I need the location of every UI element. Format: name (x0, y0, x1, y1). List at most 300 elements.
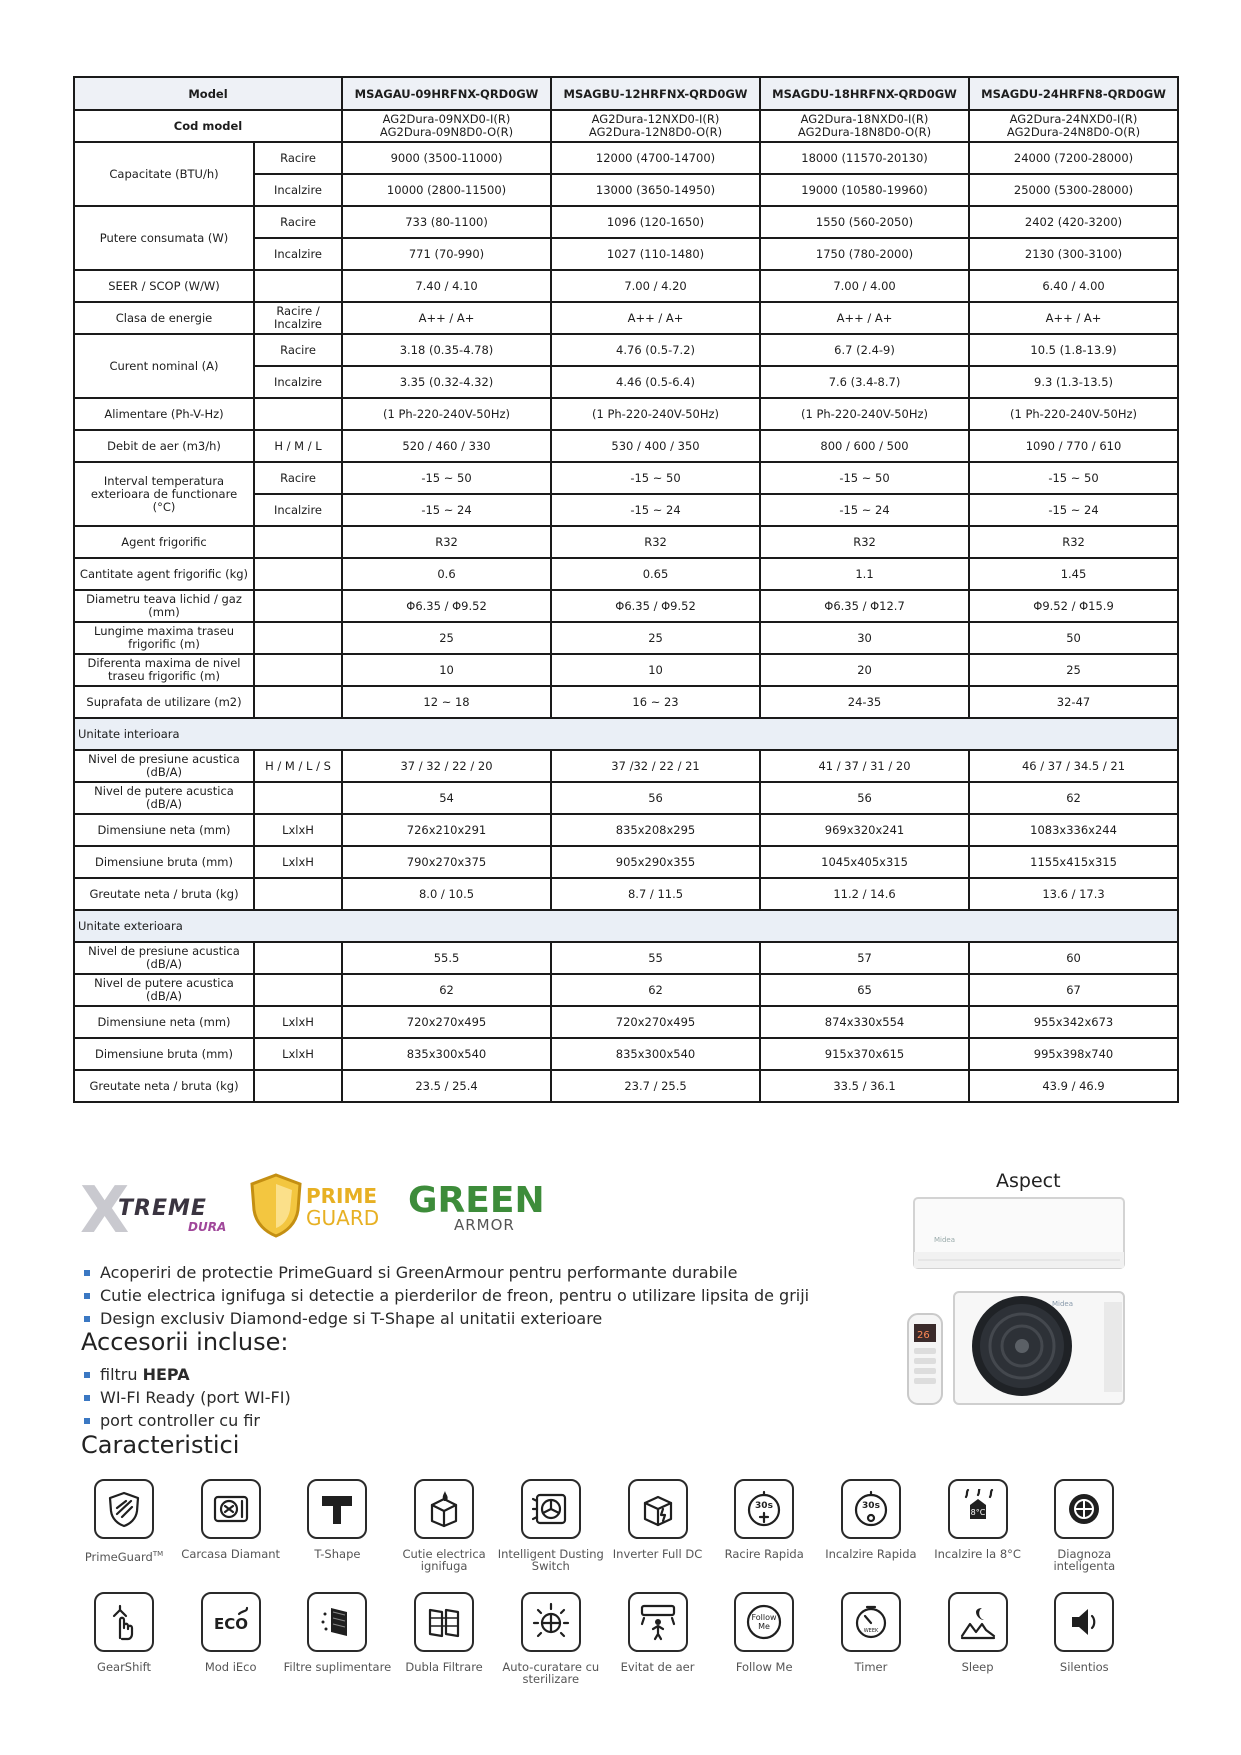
fast-cool-icon (734, 1479, 794, 1539)
value-cell: Φ6.35 / Φ9.52 (551, 590, 760, 622)
value-cell: 720x270x495 (342, 1006, 551, 1038)
accessory-text: port controller cu fir (100, 1411, 260, 1430)
value-cell: 33.5 / 36.1 (760, 1070, 969, 1102)
spec-row (74, 334, 1178, 366)
value-cell: 1090 / 770 / 610 (969, 430, 1178, 462)
value-cell: R32 (342, 526, 551, 558)
accessory-text: WI-FI Ready (port WI-FI) (100, 1388, 291, 1407)
feature-item (497, 1479, 605, 1572)
value-cell: R32 (760, 526, 969, 558)
feature-label-sup: TM (152, 1550, 164, 1558)
spec-row (74, 942, 1178, 974)
condition-label (254, 974, 342, 1006)
value-cell: R32 (969, 526, 1178, 558)
feature-label (177, 1661, 285, 1673)
parameter-label: Suprafata de utilizare (m2) (74, 686, 254, 718)
feature-label (817, 1548, 925, 1560)
feature-item (283, 1592, 391, 1673)
feature-label (924, 1661, 1032, 1673)
benefit-item: Design exclusiv Diamond-edge si T-Shape al unitatii exterioare (84, 1307, 809, 1330)
condition-label (254, 590, 342, 622)
value-cell: 18000 (11570-20130) (760, 142, 969, 174)
feature-item (1030, 1479, 1138, 1572)
eco-icon (201, 1592, 261, 1652)
self-clean-icon (521, 1592, 581, 1652)
parameter-label: Nivel de putere acustica (dB/A) (74, 974, 254, 1006)
header-row (74, 77, 1178, 110)
spec-row (74, 590, 1178, 622)
condition-label: Incalzire (254, 238, 342, 270)
value-cell: 43.9 / 46.9 (969, 1070, 1178, 1102)
feature-label (710, 1661, 818, 1673)
value-cell: (1 Ph-220-240V-50Hz) (969, 398, 1178, 430)
value-cell: 790x270x375 (342, 846, 551, 878)
condition-label: Racire (254, 334, 342, 366)
value-cell: 24000 (7200-28000) (969, 142, 1178, 174)
feature-label (283, 1548, 391, 1560)
spec-row (74, 782, 1178, 814)
parameter-label: Nivel de presiune acustica (dB/A) (74, 942, 254, 974)
value-cell: 4.76 (0.5-7.2) (551, 334, 760, 366)
spec-row (74, 686, 1178, 718)
feature-label-text: Filtre suplimentare (283, 1660, 392, 1674)
value-cell: -15 ~ 50 (551, 462, 760, 494)
feature-label (70, 1548, 178, 1563)
feature-label (390, 1661, 498, 1673)
spec-row (74, 558, 1178, 590)
value-cell: 1.45 (969, 558, 1178, 590)
feature-item (390, 1479, 498, 1572)
product-image (904, 1196, 1130, 1410)
double-filter-icon (414, 1592, 474, 1652)
value-cell: 55 (551, 942, 760, 974)
value-cell: A++ / A+ (760, 302, 969, 334)
value-cell: 32-47 (969, 686, 1178, 718)
feature-item (1030, 1592, 1138, 1673)
feature-label-text: Mod iEco (204, 1660, 257, 1674)
model-code-line: AG2Dura-12N8D0-O(R) (588, 125, 723, 139)
condition-label: Incalzire (254, 174, 342, 206)
condition-label: Racire / Incalzire (254, 302, 342, 334)
value-cell: 7.00 / 4.00 (760, 270, 969, 302)
feature-label-text: Intelligent Dusting Switch (497, 1547, 604, 1573)
spec-row (74, 206, 1178, 238)
value-cell: 25 (342, 622, 551, 654)
parameter-label: Dimensiune bruta (mm) (74, 1038, 254, 1070)
header-model-label: Model (74, 77, 342, 110)
parameter-label: Agent frigorific (74, 526, 254, 558)
feature-label (497, 1661, 605, 1685)
value-cell: -15 ~ 24 (760, 494, 969, 526)
value-cell: 10000 (2800-11500) (342, 174, 551, 206)
feature-label (1030, 1661, 1138, 1673)
feature-label-text: Incalzire la 8°C (934, 1547, 1021, 1561)
condition-label: LxlxH (254, 846, 342, 878)
value-cell: 955x342x673 (969, 1006, 1178, 1038)
feature-label-text: PrimeGuard (84, 1549, 153, 1564)
feature-label-text: Evitat de aer (620, 1660, 695, 1674)
model-code-line: AG2Dura-24N8D0-O(R) (1006, 125, 1141, 139)
extra-filter-icon (307, 1592, 367, 1652)
condition-label: Racire (254, 462, 342, 494)
feature-item (283, 1479, 391, 1560)
value-cell: 915x370x615 (760, 1038, 969, 1070)
accessory-item (84, 1363, 291, 1386)
feature-label (817, 1661, 925, 1673)
accessory-item (84, 1386, 291, 1409)
spec-row (74, 654, 1178, 686)
accessories-list (84, 1363, 291, 1432)
condition-label (254, 942, 342, 974)
value-cell: 0.65 (551, 558, 760, 590)
condition-label (254, 398, 342, 430)
parameter-label: Nivel de presiune acustica (dB/A) (74, 750, 254, 782)
value-cell: 16 ~ 23 (551, 686, 760, 718)
model-name-cell: MSAGDU-24HRFN8-QRD0GW (969, 77, 1178, 110)
feature-item (817, 1592, 925, 1673)
features-title: Caracteristici (81, 1431, 240, 1459)
feature-label-text: Silentios (1059, 1660, 1109, 1674)
value-cell: 7.40 / 4.10 (342, 270, 551, 302)
gearshift-icon (94, 1592, 154, 1652)
accessory-item (84, 1409, 291, 1432)
heat-8c-icon (948, 1479, 1008, 1539)
parameter-label: Capacitate (BTU/h) (74, 142, 254, 206)
value-cell: -15 ~ 50 (969, 462, 1178, 494)
value-cell: 0.6 (342, 558, 551, 590)
parameter-label: Putere consumata (W) (74, 206, 254, 270)
feature-label (924, 1548, 1032, 1560)
value-cell: 1096 (120-1650) (551, 206, 760, 238)
fire-box-icon (414, 1479, 474, 1539)
parameter-label: Diferenta maxima de nivel traseu frigorific (m) (74, 654, 254, 686)
value-cell: 19000 (10580-19960) (760, 174, 969, 206)
gold-shield-icon (248, 1172, 304, 1238)
feature-item (710, 1592, 818, 1673)
svg-text:8°C: 8°C (970, 1508, 985, 1517)
value-cell: 7.00 / 4.20 (551, 270, 760, 302)
value-cell: 8.7 / 11.5 (551, 878, 760, 910)
condition-label (254, 526, 342, 558)
feature-label-text: T-Shape (314, 1547, 361, 1561)
dusting-fan-icon (521, 1479, 581, 1539)
value-cell: 874x330x554 (760, 1006, 969, 1038)
value-cell: 56 (551, 782, 760, 814)
spec-row (74, 142, 1178, 174)
svg-text:ECO: ECO (213, 1615, 248, 1633)
svg-text:Me: Me (758, 1622, 771, 1631)
parameter-label: Nivel de putere acustica (dB/A) (74, 782, 254, 814)
feature-item (710, 1479, 818, 1560)
code-label: Cod model (74, 110, 342, 142)
feature-item (604, 1479, 712, 1560)
value-cell: 6.40 / 4.00 (969, 270, 1178, 302)
value-cell: 905x290x355 (551, 846, 760, 878)
feature-label (604, 1548, 712, 1560)
value-cell: (1 Ph-220-240V-50Hz) (342, 398, 551, 430)
value-cell: 13000 (3650-14950) (551, 174, 760, 206)
model-code-line: AG2Dura-09NXD0-I(R) (382, 112, 511, 126)
parameter-label: Debit de aer (m3/h) (74, 430, 254, 462)
value-cell: 20 (760, 654, 969, 686)
model-name-cell: MSAGBU-12HRFNX-QRD0GW (551, 77, 760, 110)
value-cell: 12000 (4700-14700) (551, 142, 760, 174)
feature-item (70, 1592, 178, 1673)
parameter-label: Alimentare (Ph-V-Hz) (74, 398, 254, 430)
value-cell: 30 (760, 622, 969, 654)
value-cell: 62 (969, 782, 1178, 814)
accessory-bold: HEPA (142, 1365, 190, 1384)
spec-row (74, 1038, 1178, 1070)
value-cell: 3.35 (0.32-4.32) (342, 366, 551, 398)
value-cell: 3.18 (0.35-4.78) (342, 334, 551, 366)
value-cell: 835x300x540 (551, 1038, 760, 1070)
feature-label-text: Racire Rapida (724, 1547, 804, 1561)
model-name-cell: MSAGAU-09HRFNX-QRD0GW (342, 77, 551, 110)
condition-label: LxlxH (254, 814, 342, 846)
value-cell: A++ / A+ (342, 302, 551, 334)
section-row (74, 718, 1178, 750)
value-cell: 23.7 / 25.5 (551, 1070, 760, 1102)
model-name-cell: MSAGDU-18HRFNX-QRD0GW (760, 77, 969, 110)
model-code-line: AG2Dura-12NXD0-I(R) (591, 112, 720, 126)
feature-label-text: Auto-curatare cu sterilizare (502, 1660, 600, 1686)
spec-row (74, 750, 1178, 782)
value-cell: 54 (342, 782, 551, 814)
value-cell: 9000 (3500-11000) (342, 142, 551, 174)
condition-label (254, 1070, 342, 1102)
svg-text:WEEK: WEEK (863, 1628, 879, 1634)
model-code-line: AG2Dura-24NXD0-I(R) (1009, 112, 1138, 126)
model-code-line: AG2Dura-18NXD0-I(R) (800, 112, 929, 126)
svg-text:Midea: Midea (1052, 1300, 1074, 1308)
condition-label: LxlxH (254, 1038, 342, 1070)
spec-row (74, 846, 1178, 878)
feature-label (283, 1661, 391, 1673)
value-cell: 25 (969, 654, 1178, 686)
feature-item (70, 1479, 178, 1563)
value-cell: 67 (969, 974, 1178, 1006)
condition-label: H / M / L (254, 430, 342, 462)
model-code-cell (342, 110, 551, 142)
feature-label (710, 1548, 818, 1560)
value-cell: -15 ~ 50 (342, 462, 551, 494)
diamond-case-icon (201, 1479, 261, 1539)
condition-label (254, 558, 342, 590)
value-cell: 10 (342, 654, 551, 686)
model-code-line: AG2Dura-18N8D0-O(R) (797, 125, 932, 139)
feature-label (70, 1661, 178, 1673)
value-cell: 969x320x241 (760, 814, 969, 846)
value-cell: 62 (551, 974, 760, 1006)
section-title: Unitate exterioara (74, 910, 1178, 942)
condition-label: Racire (254, 206, 342, 238)
spec-table (73, 76, 1179, 1103)
value-cell: 2402 (420-3200) (969, 206, 1178, 238)
feature-item (817, 1479, 925, 1560)
value-cell: 1.1 (760, 558, 969, 590)
value-cell: 10.5 (1.8-13.9) (969, 334, 1178, 366)
aspect-title: Aspect (996, 1170, 1061, 1192)
timer-icon (841, 1592, 901, 1652)
value-cell: 1083x336x244 (969, 814, 1178, 846)
spec-row (74, 302, 1178, 334)
benefits-list (84, 1261, 809, 1330)
section-row (74, 910, 1178, 942)
parameter-label: Dimensiune bruta (mm) (74, 846, 254, 878)
value-cell: 2130 (300-3100) (969, 238, 1178, 270)
feature-label (1030, 1548, 1138, 1572)
feature-label-text: Dubla Filtrare (405, 1660, 483, 1674)
parameter-label: Lungime maxima traseu frigorific (m) (74, 622, 254, 654)
value-cell: 41 / 37 / 31 / 20 (760, 750, 969, 782)
feature-item (390, 1592, 498, 1673)
feature-label-text: Follow Me (735, 1660, 793, 1674)
value-cell: 9.3 (1.3-13.5) (969, 366, 1178, 398)
value-cell: Φ9.52 / Φ15.9 (969, 590, 1178, 622)
model-code-cell (969, 110, 1178, 142)
value-cell: 50 (969, 622, 1178, 654)
spec-row (74, 1006, 1178, 1038)
value-cell: A++ / A+ (969, 302, 1178, 334)
value-cell: 24-35 (760, 686, 969, 718)
avoid-air-icon (628, 1592, 688, 1652)
spec-row (74, 430, 1178, 462)
value-cell: -15 ~ 24 (551, 494, 760, 526)
model-code-cell (760, 110, 969, 142)
feature-label (604, 1661, 712, 1673)
value-cell: -15 ~ 24 (969, 494, 1178, 526)
diagnosis-icon (1054, 1479, 1114, 1539)
spec-row (74, 526, 1178, 558)
silent-icon (1054, 1592, 1114, 1652)
spec-row (74, 398, 1178, 430)
value-cell: 1045x405x315 (760, 846, 969, 878)
value-cell: 11.2 / 14.6 (760, 878, 969, 910)
value-cell: 62 (342, 974, 551, 1006)
green-armor-logo: GREEN ARMOR (408, 1180, 545, 1234)
feature-label-text: Diagnoza inteligenta (1053, 1547, 1116, 1573)
condition-label: H / M / L / S (254, 750, 342, 782)
feature-label-text: Carcasa Diamant (181, 1547, 281, 1561)
section-title: Unitate interioara (74, 718, 1178, 750)
spec-row (74, 270, 1178, 302)
feature-item (497, 1592, 605, 1685)
fast-heat-icon (841, 1479, 901, 1539)
value-cell: -15 ~ 24 (342, 494, 551, 526)
parameter-label: Dimensiune neta (mm) (74, 1006, 254, 1038)
feature-label (390, 1548, 498, 1572)
value-cell: 13.6 / 17.3 (969, 878, 1178, 910)
value-cell: 12 ~ 18 (342, 686, 551, 718)
condition-label (254, 878, 342, 910)
spec-row (74, 462, 1178, 494)
spec-row (74, 1070, 1178, 1102)
value-cell: 995x398x740 (969, 1038, 1178, 1070)
accessories-title: Accesorii incluse: (81, 1328, 289, 1356)
model-code-line: AG2Dura-09N8D0-O(R) (379, 125, 514, 139)
t-shape-icon (307, 1479, 367, 1539)
value-cell: 37 /32 / 22 / 21 (551, 750, 760, 782)
condition-label: Incalzire (254, 494, 342, 526)
parameter-label: Clasa de energie (74, 302, 254, 334)
value-cell: 1750 (780-2000) (760, 238, 969, 270)
value-cell: 6.7 (2.4-9) (760, 334, 969, 366)
feature-label-text: Incalzire Rapida (825, 1547, 917, 1561)
value-cell: Φ6.35 / Φ12.7 (760, 590, 969, 622)
parameter-label: Interval temperatura exterioara de functionare (°C) (74, 462, 254, 526)
value-cell: 8.0 / 10.5 (342, 878, 551, 910)
value-cell: 530 / 400 / 350 (551, 430, 760, 462)
value-cell: (1 Ph-220-240V-50Hz) (760, 398, 969, 430)
follow-me-icon (734, 1592, 794, 1652)
parameter-label: Cantitate agent frigorific (kg) (74, 558, 254, 590)
feature-item (177, 1592, 285, 1673)
value-cell: 1027 (110-1480) (551, 238, 760, 270)
feature-label-text: GearShift (97, 1660, 151, 1674)
value-cell: 4.46 (0.5-6.4) (551, 366, 760, 398)
svg-text:Midea: Midea (934, 1236, 956, 1244)
feature-item (924, 1479, 1032, 1560)
feature-label-text: Timer (854, 1660, 888, 1674)
value-cell: Φ6.35 / Φ9.52 (342, 590, 551, 622)
parameter-label: Curent nominal (A) (74, 334, 254, 398)
spec-row (74, 974, 1178, 1006)
value-cell: 23.5 / 25.4 (342, 1070, 551, 1102)
value-cell: 733 (80-1100) (342, 206, 551, 238)
value-cell: 1550 (560-2050) (760, 206, 969, 238)
value-cell: 835x208x295 (551, 814, 760, 846)
value-cell: 771 (70-990) (342, 238, 551, 270)
svg-text:30s: 30s (755, 1501, 774, 1511)
model-code-cell (551, 110, 760, 142)
value-cell: 800 / 600 / 500 (760, 430, 969, 462)
condition-label (254, 622, 342, 654)
value-cell: 56 (760, 782, 969, 814)
feature-item (604, 1592, 712, 1673)
value-cell: R32 (551, 526, 760, 558)
condition-label: Incalzire (254, 366, 342, 398)
value-cell: 726x210x291 (342, 814, 551, 846)
feature-label-text: Cutie electrica ignifuga (402, 1547, 486, 1573)
condition-label (254, 270, 342, 302)
spec-row (74, 878, 1178, 910)
value-cell: 10 (551, 654, 760, 686)
parameter-label: Dimensiune neta (mm) (74, 814, 254, 846)
parameter-label: SEER / SCOP (W/W) (74, 270, 254, 302)
feature-label (497, 1548, 605, 1572)
spec-row (74, 622, 1178, 654)
value-cell: A++ / A+ (551, 302, 760, 334)
value-cell: 46 / 37 / 34.5 / 21 (969, 750, 1178, 782)
svg-text:26: 26 (917, 1330, 930, 1341)
condition-label: Racire (254, 142, 342, 174)
value-cell: 7.6 (3.4-8.7) (760, 366, 969, 398)
feature-label-text: Inverter Full DC (612, 1547, 703, 1561)
spec-row (74, 814, 1178, 846)
condition-label: LxlxH (254, 1006, 342, 1038)
benefit-item: Cutie electrica ignifuga si detectie a pierderilor de freon, pentru o utilizare lipsita de griji (84, 1284, 809, 1307)
shield-icon (94, 1479, 154, 1539)
value-cell: 55.5 (342, 942, 551, 974)
svg-text:Follow: Follow (751, 1613, 777, 1622)
condition-label (254, 654, 342, 686)
condition-label (254, 782, 342, 814)
value-cell: 60 (969, 942, 1178, 974)
value-cell: 25000 (5300-28000) (969, 174, 1178, 206)
svg-text:30s: 30s (861, 1501, 880, 1511)
accessory-text: filtru (100, 1365, 143, 1384)
